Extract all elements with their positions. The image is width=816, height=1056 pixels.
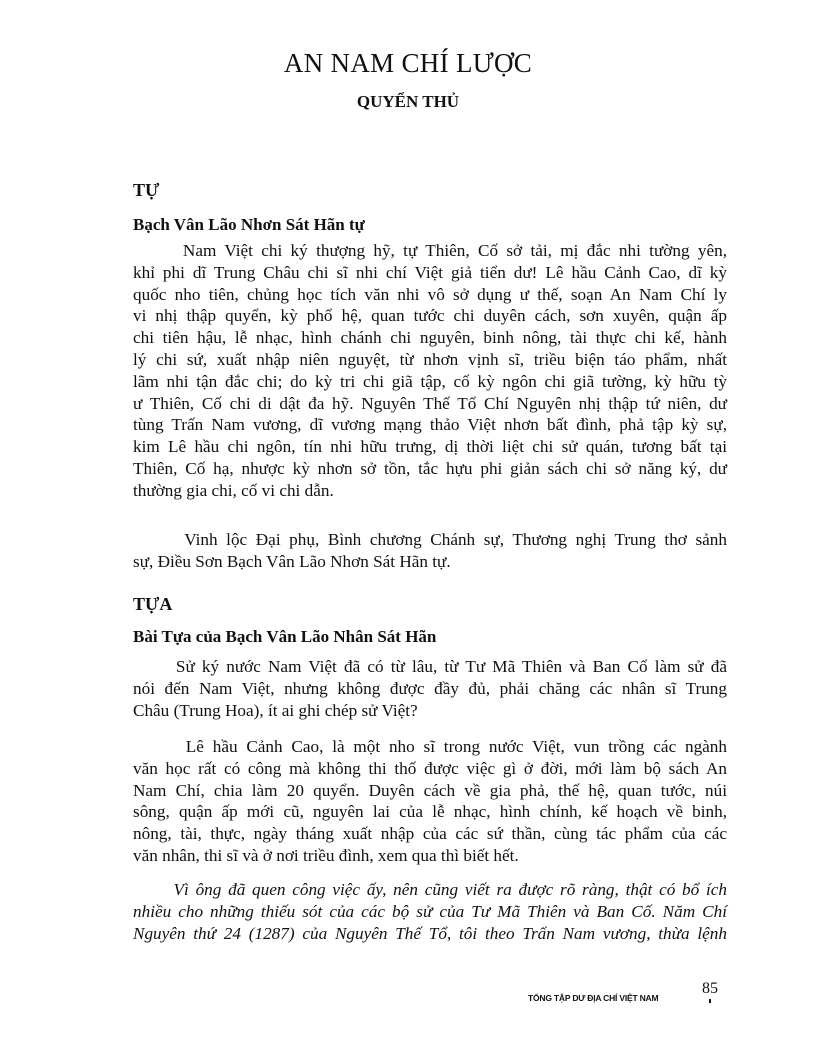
text-line: quốc nho tiên, chủng học tích văn nhi vô sở dụng ư thế, soạn An Nam Chí ly bbox=[133, 284, 727, 304]
text-line: thường gia chi, cố vi chi dẫn. bbox=[133, 480, 334, 500]
text-line: Lê hầu Cảnh Cao, là một nho sĩ trong nước Việt, vun trồng các ngành bbox=[133, 737, 727, 756]
section-heading-tua: TỰA bbox=[133, 594, 173, 614]
page-title: AN NAM CHÍ LƯỢC bbox=[283, 48, 533, 78]
text-line: Châu (Trung Hoa), ít ai ghi chép sử Việt? bbox=[133, 700, 418, 720]
text-line: lý chi sứ, xuất nhập niên nguyệt, từ nhơn vịnh sĩ, triều biện táo phẩm, nhất bbox=[133, 349, 727, 369]
text-line: văn học rất có công mà không thi thố được việc gì ở đời, mới làm bộ sách An bbox=[133, 758, 727, 778]
text-line: vi nhị thập quyển, kỳ phổ hệ, quan tước chi duyên cách, sơn xuyên, quận ấp bbox=[133, 306, 727, 326]
page-number: 85 bbox=[702, 980, 718, 997]
section-subheading-tu: Bạch Vân Lão Nhơn Sát Hãn tự bbox=[133, 215, 365, 234]
text-line: Thiên, Cố hạ, nhược kỳ nhơn sở tồn, tắc hựu phi giản sách chi sở năng ký, dư bbox=[133, 458, 727, 478]
paragraph bbox=[133, 656, 727, 721]
section-heading-tu: TỰ bbox=[133, 180, 160, 200]
text-line: Vì ông đã quen công việc ấy, nên cũng viết ra được rõ ràng, thật có bổ ích bbox=[133, 880, 727, 899]
text-line: khỉ phi dĩ Trung Châu chi sĩ nhi chí Việt giả tiển dư! Lê hầu Cảnh Cao, dĩ kỳ bbox=[133, 262, 727, 282]
text-line: lãm nhi tận đắc chi; do kỳ tri chi giã tập, cố kỳ ngôn chi giã tường, kỳ hữu tỳ bbox=[133, 371, 727, 391]
text-line: Nguyên thứ 24 (1287) của Nguyên Thế Tổ, tôi theo Trấn Nam vương, thừa lệnh bbox=[133, 923, 727, 943]
text-line: Sử ký nước Nam Việt đã có từ lâu, từ Tư Mã Thiên và Ban Cố làm sử đã bbox=[133, 657, 727, 676]
text-line: kim Lê hầu chi ngôn, tín nhi hữu trưng, dị thời liệt chi sử quán, tương bất tại bbox=[133, 437, 727, 457]
text-line: Nam Chí, chia làm 20 quyển. Duyên cách về gia phả, thế hệ, quan tước, núi bbox=[133, 780, 727, 800]
text-line: nông, tài, thực, ngày tháng xuất nhập của các sứ thần, cùng tác phẩm của các bbox=[133, 824, 727, 844]
text-line: tùng Trấn Nam vương, dĩ vương mạng thảo Việt nhơn bất đình, phả tập kỳ sự, bbox=[133, 415, 727, 435]
section-subheading-tua: Bài Tựa của Bạch Vân Lão Nhân Sát Hãn bbox=[133, 627, 437, 646]
paragraph bbox=[133, 529, 727, 573]
text-line: nhiều cho những thiếu sót của các bộ sử của Tư Mã Thiên và Ban Cố. Năm Chí bbox=[133, 901, 727, 921]
paragraph bbox=[133, 240, 727, 502]
paragraph bbox=[133, 736, 727, 867]
footer-mark bbox=[709, 999, 711, 1003]
footer-book-title: TỔNG TẬP DƯ ĐỊA CHÍ VIỆT NAM bbox=[528, 993, 659, 1003]
paragraph-italic bbox=[133, 879, 727, 944]
text-line: ư Thiên, Cố chi di dật đa hỹ. Nguyên Thế Tổ Chí Nguyên nhị thập tứ niên, dư bbox=[133, 393, 727, 413]
text-line: Vinh lộc Đại phụ, Bình chương Chánh sự, Thương nghị Trung thơ sảnh bbox=[133, 530, 727, 549]
text-line: chi tiên hậu, lễ nhạc, hình chánh chi nguyên, binh nông, tài thực chi kế, hành bbox=[133, 328, 727, 348]
text-line: sông, quận ấp mới cũ, nguyên lai của lễ nhạc, hình chính, kế hoạch về binh, bbox=[133, 802, 727, 822]
text-line: văn nhân, thi sĩ và ở nơi triều đình, xem qua thì biết hết. bbox=[133, 845, 519, 865]
text-line: nói đến Nam Việt, nhưng không được đầy đủ, phải chăng các nhân sĩ Trung bbox=[133, 678, 727, 698]
text-line: Nam Việt chi ký thượng hỹ, tự Thiên, Cố sở tải, mị đắc nhi tường yên, bbox=[133, 241, 727, 260]
page-subtitle: QUYỂN THỦ bbox=[356, 92, 460, 111]
text-line: sự, Điều Sơn Bạch Vân Lão Nhơn Sát Hãn tự. bbox=[133, 551, 451, 571]
